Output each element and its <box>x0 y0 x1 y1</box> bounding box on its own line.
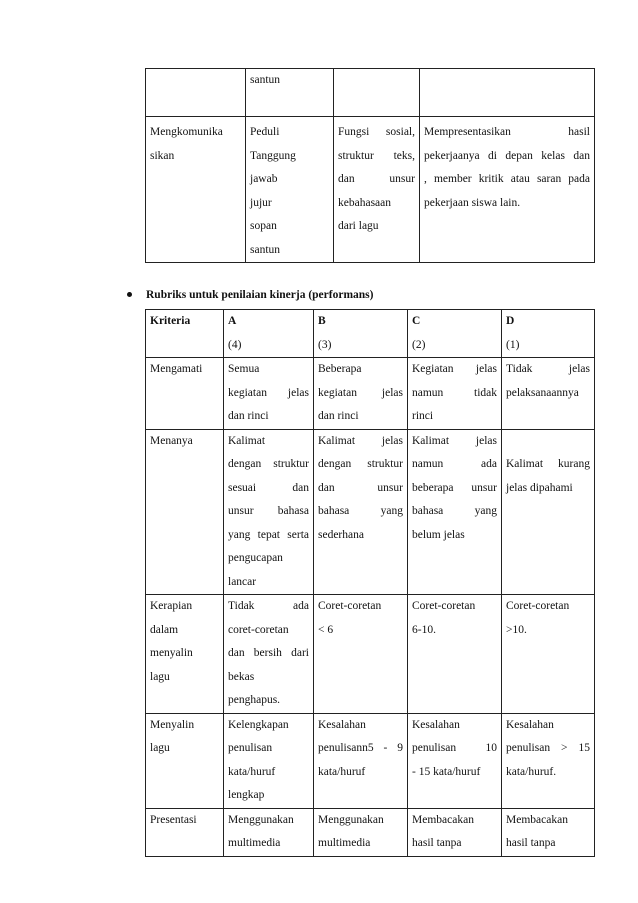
table-cell <box>420 117 595 263</box>
cell-line: bekas <box>228 670 255 683</box>
cell-line <box>338 69 415 93</box>
cell-line: hasil tanpa <box>506 837 556 849</box>
rubric-cell-b <box>314 713 408 808</box>
rubric-cell-criterion <box>146 358 224 430</box>
cell-line: Kalimat jelas <box>412 434 497 447</box>
table-row <box>146 117 595 263</box>
header-score: (1) <box>506 338 520 351</box>
rubric-cell-b <box>314 429 408 595</box>
rubric-heading-text: Rubriks untuk penilaian kinerja (performans) <box>146 289 374 301</box>
rubric-cell-criterion <box>146 595 224 714</box>
cell-line: < 6 <box>318 623 334 636</box>
cell-line: Fungsi sosial, <box>338 126 415 138</box>
cell-line: sopan <box>250 220 277 232</box>
cell-line: struktur teks, <box>338 149 415 162</box>
cell-line: Kesalahan <box>318 718 366 731</box>
cell-line: coret-coretan <box>228 623 289 636</box>
rubric-header-cell <box>224 310 314 358</box>
header-label: A <box>228 315 237 327</box>
cell-line: unsur bahasa <box>228 505 309 517</box>
table-cell <box>246 117 334 263</box>
cell-line: pelaksanaannya <box>506 386 579 399</box>
cell-line: Tidak jelas <box>506 363 590 375</box>
rubric-table <box>145 309 595 857</box>
cell-line: Coret-coretan <box>506 600 570 612</box>
table-cell <box>146 69 246 117</box>
rubric-row <box>146 713 595 808</box>
cell-line: Semua <box>228 363 260 375</box>
cell-line: penulisan 10 <box>412 742 497 754</box>
cell-line: dengan struktur <box>228 458 309 470</box>
cell-line: Mengamati <box>150 363 203 375</box>
rubric-cell-b <box>314 808 408 856</box>
cell-line: pengucapan <box>228 552 283 564</box>
rubric-cell-a <box>224 595 314 714</box>
cell-line: beberapa unsur <box>412 481 497 494</box>
cell-line: bahasa yang <box>412 505 497 517</box>
cell-line: hasil tanpa <box>412 837 462 849</box>
cell-line: kata/huruf <box>318 765 366 778</box>
rubric-cell-c <box>408 358 502 430</box>
cell-line: dan rinci <box>228 410 269 422</box>
cell-line: penulisan > 15 <box>506 742 590 754</box>
rubric-cell-criterion <box>146 713 224 808</box>
cell-line: belum jelas <box>412 528 465 541</box>
cell-line: Coret-coretan <box>318 600 382 612</box>
rubric-cell-d <box>502 808 595 856</box>
cell-line: Beberapa <box>318 363 362 375</box>
rubric-cell-a <box>224 808 314 856</box>
table-cell <box>420 69 595 117</box>
header-score: (4) <box>228 338 242 351</box>
cell-line: Tanggung <box>250 149 296 162</box>
cell-line: Kalimat <box>228 434 266 447</box>
rubric-row <box>146 358 595 430</box>
cell-line: Mempresentasikan hasil <box>424 126 590 138</box>
rubric-cell-c <box>408 595 502 714</box>
cell-line: Kesalahan <box>506 718 554 731</box>
cell-line: rinci <box>412 410 434 422</box>
cell-line: >10. <box>506 623 527 636</box>
rubric-header-row <box>146 310 595 358</box>
table-cell <box>334 117 420 263</box>
cell-line: dan unsur <box>338 173 415 185</box>
cell-line: penulisann5 - 9 <box>318 742 403 754</box>
rubric-cell-d <box>502 358 595 430</box>
cell-line: sikan <box>150 149 175 162</box>
rubric-row <box>146 595 595 714</box>
cell-line <box>150 69 241 93</box>
cell-line: kegiatan jelas <box>318 386 403 399</box>
cell-line: multimedia <box>228 837 281 849</box>
cell-line: namun tidak <box>412 386 497 399</box>
cell-line: dengan struktur <box>318 458 403 470</box>
cell-line: Kerapian <box>150 600 193 612</box>
rubric-cell-b <box>314 358 408 430</box>
rubric-cell-c <box>408 808 502 856</box>
header-label: D <box>506 315 515 327</box>
bullet-icon <box>127 292 132 297</box>
cell-line: pekerjaanya di depan kelas dan <box>424 149 590 162</box>
rubric-cell-a <box>224 358 314 430</box>
cell-line: bahasa yang <box>318 505 403 517</box>
cell-line: Menanya <box>150 434 193 447</box>
cell-line: - 15 kata/huruf <box>412 765 481 778</box>
cell-line: santun <box>250 74 281 86</box>
table-row <box>146 69 595 117</box>
cell-line: Kalimat kurang <box>506 458 590 470</box>
table-cell <box>334 69 420 117</box>
rubric-cell-criterion <box>146 808 224 856</box>
cell-line: jawab <box>250 173 278 185</box>
rubric-heading <box>127 289 373 301</box>
cell-line: yang tepat serta <box>228 528 309 541</box>
rubric-cell-b <box>314 595 408 714</box>
cell-line <box>506 430 590 454</box>
rubric-cell-d <box>502 713 595 808</box>
cell-line: Membacakan <box>412 813 474 826</box>
rubric-cell-c <box>408 713 502 808</box>
cell-line: menyalin <box>150 647 193 659</box>
cell-line: sesuai dan <box>228 481 309 494</box>
rubric-cell-c <box>408 429 502 595</box>
header-score: (2) <box>412 338 426 351</box>
cell-line: pekerjaan siswa lain. <box>424 196 521 209</box>
rubric-cell-criterion <box>146 429 224 595</box>
cell-line: Kalimat jelas <box>318 434 403 447</box>
header-label: C <box>412 315 421 327</box>
rubric-cell-a <box>224 713 314 808</box>
cell-line: Kesalahan <box>412 718 460 731</box>
cell-line: jujur <box>250 196 272 209</box>
cell-line: , member kritik atau saran pada <box>424 173 590 185</box>
rubric-header-cell <box>502 310 595 358</box>
cell-line: Peduli <box>250 126 280 138</box>
header-label: B <box>318 315 326 327</box>
table-cell <box>246 69 334 117</box>
cell-line: dan unsur <box>318 481 403 494</box>
cell-line: sederhana <box>318 528 364 541</box>
cell-line: Membacakan <box>506 813 568 826</box>
cell-line: Tidak ada <box>228 600 309 612</box>
cell-line: dalam <box>150 623 179 636</box>
cell-line: kata/huruf. <box>506 765 557 778</box>
cell-line: lengkap <box>228 789 265 801</box>
cell-line: Kegiatan jelas <box>412 363 497 375</box>
table-cell <box>146 117 246 263</box>
rubric-header-cell <box>408 310 502 358</box>
cell-line: dan rinci <box>318 410 359 422</box>
cell-line <box>424 69 590 93</box>
cell-line: kebahasaan <box>338 196 391 209</box>
cell-line: Menggunakan <box>228 813 294 826</box>
cell-line: Mengkomunika <box>150 126 223 138</box>
cell-line: santun <box>250 243 281 256</box>
header-score <box>150 334 219 358</box>
cell-line: lagu <box>150 742 170 754</box>
cell-line: kata/huruf <box>228 765 276 778</box>
cell-line: penghapus. <box>228 694 281 706</box>
cell-line: lagu <box>150 670 170 683</box>
cell-line: jelas dipahami <box>506 481 573 494</box>
cell-line: penulisan <box>228 742 273 754</box>
rubric-row <box>146 429 595 595</box>
rubric-cell-d <box>502 595 595 714</box>
header-score: (3) <box>318 338 332 351</box>
rubric-cell-d <box>502 429 595 595</box>
cell-line: dan bersih dari <box>228 647 309 659</box>
competency-table <box>145 68 595 263</box>
rubric-cell-a <box>224 429 314 595</box>
cell-line: Menyalin <box>150 718 195 731</box>
cell-line: lancar <box>228 575 257 588</box>
rubric-header-cell <box>146 310 224 358</box>
cell-line: Kelengkapan <box>228 718 289 731</box>
cell-line: Menggunakan <box>318 813 384 826</box>
cell-line: dari lagu <box>338 220 379 232</box>
cell-line: multimedia <box>318 837 371 849</box>
cell-line: Coret-coretan <box>412 600 476 612</box>
rubric-header-cell <box>314 310 408 358</box>
header-label: Kriteria <box>150 315 191 327</box>
cell-line: namun ada <box>412 458 497 470</box>
rubric-row <box>146 808 595 856</box>
cell-line: kegiatan jelas <box>228 386 309 399</box>
cell-line: 6-10. <box>412 623 436 636</box>
cell-line: Presentasi <box>150 813 197 826</box>
